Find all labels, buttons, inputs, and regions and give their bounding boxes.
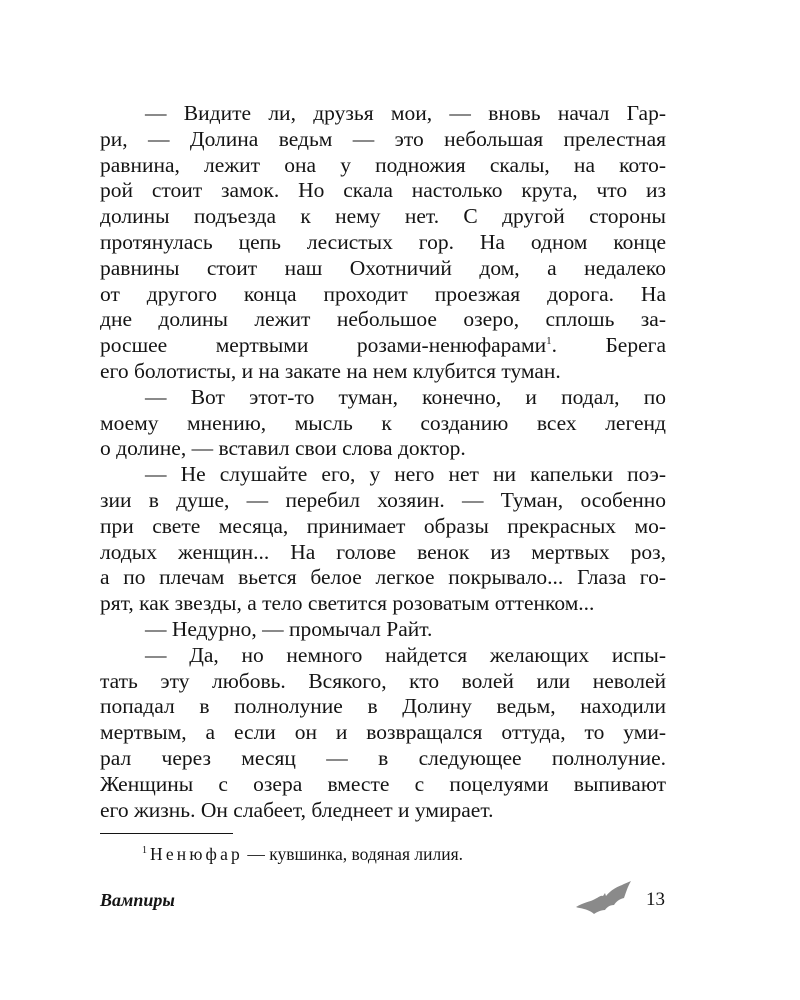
text-line	[100, 411, 666, 437]
text-line-content: моему мнению, мысль к созданию всех легенд	[100, 410, 666, 435]
text-line	[100, 694, 666, 720]
text-line-content: рал через месяц — в следующее полнолуние.	[100, 745, 666, 770]
text-line	[100, 798, 666, 824]
text-line	[100, 488, 666, 514]
text-line	[100, 333, 666, 359]
text-line	[100, 178, 666, 204]
text-line	[100, 746, 666, 772]
text-line-content: мертвым, а если он и возвращался оттуда, то уми-	[100, 720, 666, 745]
text-line-content: лодых женщин... На голове венок из мертвых роз,	[100, 539, 666, 564]
text-line-content: — Не слушайте его, у него нет ни капельки поэ-	[145, 462, 666, 487]
text-line-content: — Да, но немного найдется желающих испы-	[145, 642, 666, 667]
footnote-separator	[100, 833, 233, 834]
page-number: 13	[646, 889, 665, 910]
footnote-term: Ненюфар	[150, 844, 243, 864]
footnote-marker: 1	[142, 845, 147, 857]
text-line	[100, 772, 666, 798]
text-line-content: при свете месяца, принимает образы прекрасных мо-	[100, 513, 666, 538]
text-line-content: — Недурно, — промычал Райт.	[145, 616, 433, 641]
bat-icon	[574, 880, 632, 916]
text-line	[100, 230, 666, 256]
text-line-content: ри, — Долина ведьм — это небольшая прелестная	[100, 126, 666, 151]
text-line-content: попадал в полнолуние в Долину ведьм, находили	[100, 694, 666, 719]
text-line-content: его жизнь. Он слабеет, бледнеет и умирает.	[100, 797, 494, 822]
text-line	[100, 617, 666, 643]
footnote-definition: — кувшинка, водяная лилия.	[243, 844, 463, 864]
text-line-content: тать эту любовь. Всякого, кто волей или неволей	[100, 668, 666, 693]
footnote-reference: 1	[546, 335, 552, 348]
running-title: Вампиры	[100, 890, 175, 910]
text-line	[100, 256, 666, 282]
text-line	[100, 514, 666, 540]
text-line	[100, 462, 666, 488]
text-line-content: росшее мертвыми розами-ненюфарами	[100, 333, 547, 358]
text-line-content: рой стоит замок. Но скала настолько крута, что из	[100, 178, 666, 203]
text-line	[100, 385, 666, 411]
text-line-content: зии в душе, — перебил хозяин. — Туман, особенно	[100, 487, 666, 512]
text-line	[100, 204, 666, 230]
text-line	[100, 643, 666, 669]
body-text	[100, 101, 666, 823]
text-line-continuation: . Берега	[551, 333, 666, 358]
text-line	[100, 540, 666, 566]
text-line	[100, 153, 666, 179]
text-line-content: рят, как звезды, а тело светится розоватым оттенком...	[100, 591, 595, 616]
text-line-content: равнины стоит наш Охотничий дом, а недалеко	[100, 255, 666, 280]
text-line-content: протянулась цепь лесистых гор. На одном конце	[100, 229, 666, 254]
text-line	[100, 669, 666, 695]
text-line	[100, 307, 666, 333]
text-line-content: дне долины лежит небольшое озеро, сплошь за-	[100, 307, 666, 332]
text-line-content: а по плечам вьется белое легкое покрывало... Глаза го-	[100, 565, 666, 590]
text-line	[100, 359, 666, 385]
text-line-content: долины подъезда к нему нет. С другой стороны	[100, 204, 666, 229]
text-line	[100, 282, 666, 308]
text-line-content: от другого конца проходит проезжая дорога. На	[100, 281, 666, 306]
text-line	[100, 565, 666, 591]
text-line-content: — Видите ли, друзья мои, — вновь начал Гар-	[145, 101, 666, 125]
text-line	[100, 101, 666, 127]
text-line	[100, 591, 666, 617]
text-line-content: о долине, — вставил свои слова доктор.	[100, 436, 466, 461]
footnote	[142, 843, 463, 865]
text-line-content: равнина, лежит она у подножия скалы, на кото-	[100, 152, 666, 177]
text-line-content: — Вот этот-то туман, конечно, и подал, по	[145, 384, 666, 409]
text-line-content: его болотисты, и на закате на нем клубится туман.	[100, 358, 561, 383]
text-line	[100, 127, 666, 153]
text-line	[100, 436, 666, 462]
text-line-content: Женщины с озера вместе с поцелуями выпивают	[100, 771, 666, 796]
text-line	[100, 720, 666, 746]
